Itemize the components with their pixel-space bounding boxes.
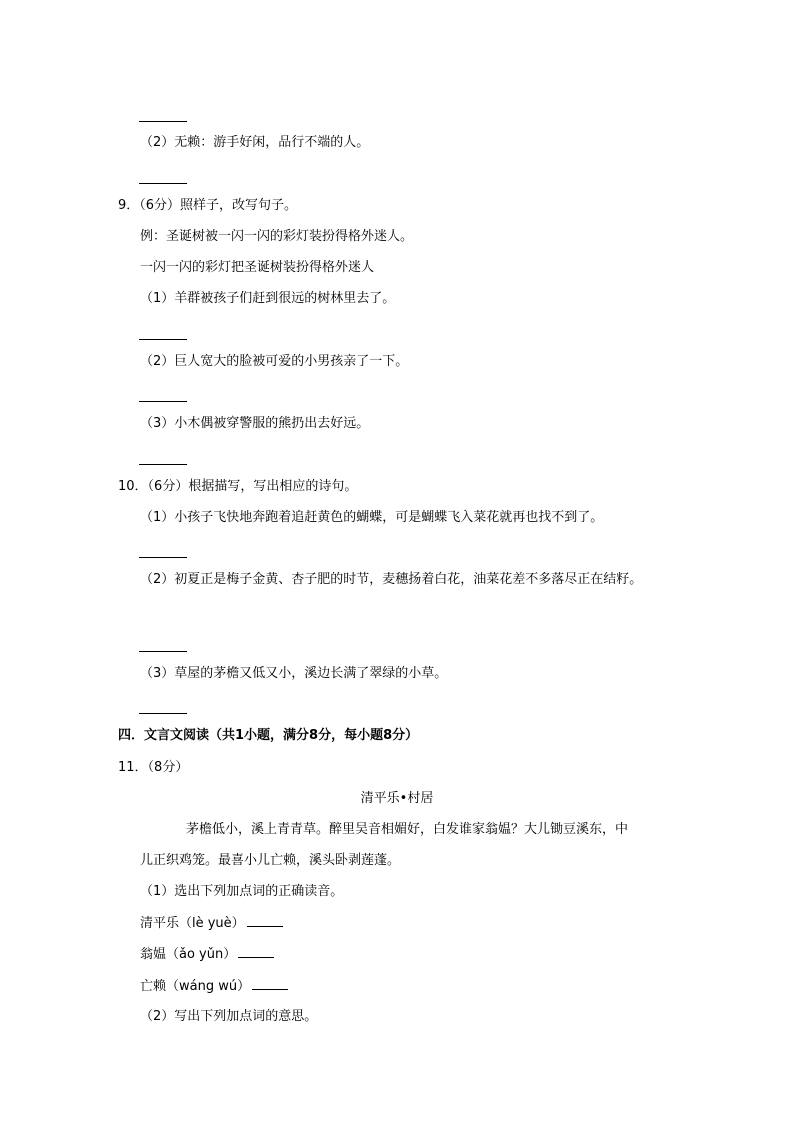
answer-blank[interactable]	[139, 339, 187, 340]
question-9-example-answer: 一闪一闪的彩灯把圣诞树装扮得格外迷人	[140, 260, 375, 275]
answer-blank[interactable]	[139, 713, 187, 714]
question-11-header: 11．（8分）	[118, 760, 189, 775]
answer-blank[interactable]	[139, 401, 187, 402]
poem-line-2: 儿正织鸡笼。最喜小儿亡赖，溪头卧剥莲蓬。	[140, 853, 401, 868]
answer-blank[interactable]	[139, 121, 187, 122]
answer-blank[interactable]	[252, 977, 288, 990]
question-11-1: （1）选出下列加点词的正确读音。	[140, 884, 344, 899]
poem-line-1: 茅檐低小，溪上青青草。醉里吴音相媚好，白发谁家翁媪？大儿锄豆溪东，中	[186, 822, 629, 837]
answer-blank[interactable]	[238, 945, 274, 958]
answer-blank[interactable]	[139, 651, 187, 652]
poem-title: 清平乐•村居	[360, 791, 434, 806]
question-10-header: 10．（6分）根据描写，写出相应的诗句。	[118, 479, 358, 494]
question-10-2: （2）初夏正是梅子金黄、杏子肥的时节，麦穗扬着白花，油菜花差不多落尽正在结籽。	[140, 572, 643, 587]
answer-blank[interactable]	[247, 914, 283, 927]
answer-blank[interactable]	[139, 464, 187, 465]
question-10-1: （1）小孩子飞快地奔跑着追赶黄色的蝴蝶，可是蝴蝶飞入菜花就再也找不到了。	[140, 510, 604, 525]
question-11-1c	[140, 977, 288, 996]
pinyin-choice-text: 清平乐（lè yuè）	[140, 916, 245, 931]
question-10-3: （3）草屋的茅檐又低又小，溪边长满了翠绿的小草。	[140, 666, 448, 681]
question-8-2: （2）无赖：游手好闲，品行不端的人。	[140, 135, 370, 150]
question-9-header: 9．（6分）照样子，改写句子。	[118, 198, 298, 213]
question-11-2: （2）写出下列加点词的意思。	[140, 1009, 318, 1024]
question-9-3: （3）小木偶被穿警服的熊扔出去好远。	[140, 416, 370, 431]
pinyin-choice-text: 亡赖（wáng wú）	[140, 979, 251, 994]
pinyin-choice-text: 翁媪（ǎo yǔn）	[140, 947, 237, 962]
question-11-1b	[140, 945, 274, 964]
question-9-example: 例：圣诞树被一闪一闪的彩灯装扮得格外迷人。	[140, 229, 414, 244]
section-4-heading: 四．文言文阅读（共1小题，满分8分，每小题8分）	[118, 728, 419, 743]
question-9-2: （2）巨人宽大的脸被可爱的小男孩亲了一下。	[140, 354, 409, 369]
question-11-1a	[140, 914, 283, 933]
answer-blank[interactable]	[139, 557, 187, 558]
question-9-1: （1）羊群被孩子们赶到很远的树林里去了。	[140, 291, 396, 306]
answer-blank[interactable]	[139, 183, 187, 184]
